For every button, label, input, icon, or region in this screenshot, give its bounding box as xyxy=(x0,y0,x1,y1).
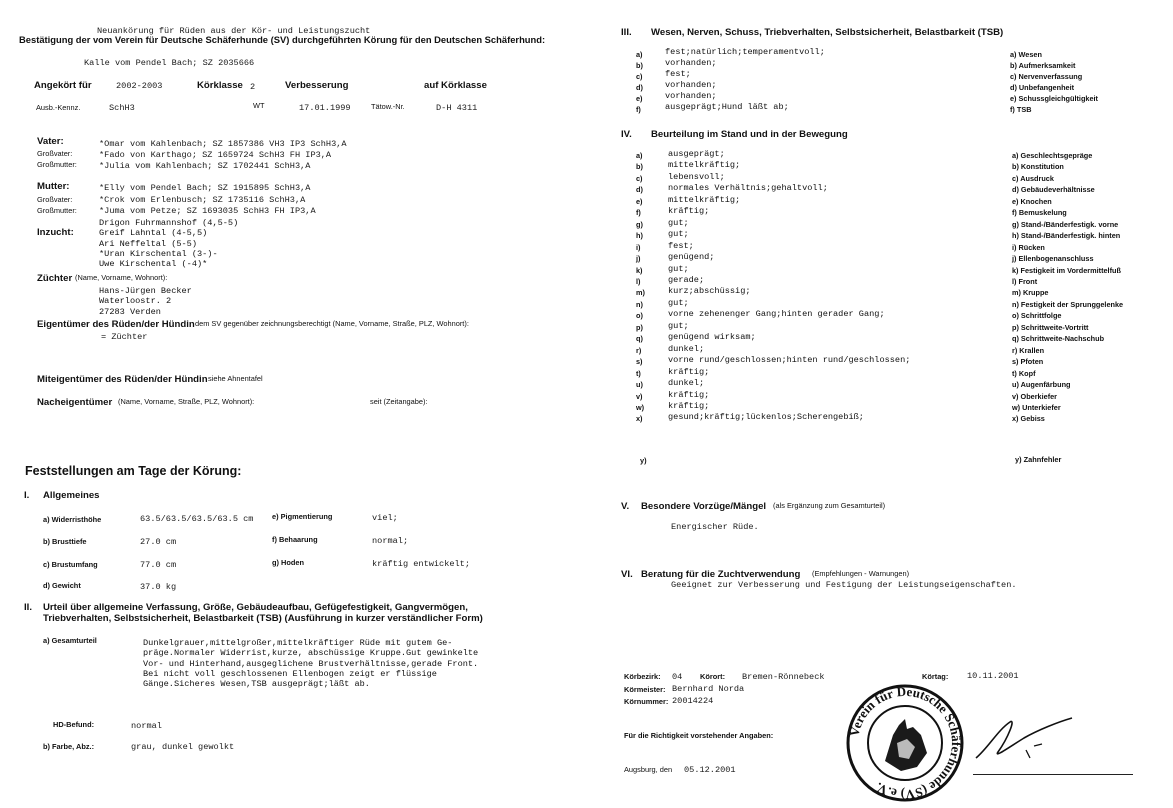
seal-text-arc: Verein für Deutsche Schäferhunde (SV) e.V. xyxy=(846,683,965,803)
letter: f) xyxy=(636,105,641,115)
vater-label: Vater: xyxy=(37,136,64,147)
grossmutter-value: *Julia vom Kahlenbach; SZ 1702441 SchH3,A xyxy=(99,161,311,171)
label: b) Aufmerksamkeit xyxy=(1010,61,1076,71)
label: d) Unbefangenheit xyxy=(1010,83,1075,93)
bezirk-value: 04 xyxy=(672,672,683,682)
value: kräftig; xyxy=(668,206,710,217)
section6-num: VI. xyxy=(621,569,633,580)
grossmutter-label: Großmutter: xyxy=(37,160,77,169)
label: d) Gebäudeverhältnisse xyxy=(1012,185,1095,195)
label: r) Krallen xyxy=(1012,345,1045,355)
inzucht-item: Ari Neffeltal (5-5) xyxy=(99,238,197,249)
letter: m) xyxy=(636,288,645,298)
inzucht-item: Greif Lahntal (4-5,5) xyxy=(99,228,208,239)
letter: i) xyxy=(636,242,641,252)
header-subtitle: Neuankörung für Rüden aus der Kör- und Leistungszucht xyxy=(97,26,371,36)
sv-seal-stamp xyxy=(845,683,965,803)
pigment-label: e) Pigmentierung xyxy=(272,512,333,521)
letter: x) xyxy=(636,414,643,424)
richtigkeit-label: Für die Richtigkeit vorstehender Angaben: xyxy=(624,731,774,740)
letter: q) xyxy=(636,334,643,344)
koerklasse-value: 2 xyxy=(250,82,256,92)
letter: c) xyxy=(636,173,643,183)
gesamt-line: Gänge.Sicheres Wesen,TSB ausgeprägt;läßt ab. xyxy=(143,679,370,690)
value: gut; xyxy=(668,229,689,240)
section3-letters xyxy=(636,49,643,116)
value: gut; xyxy=(668,263,689,274)
brustumfang-value: 77.0 cm xyxy=(140,560,177,570)
value: vorhanden; xyxy=(665,80,717,91)
hoden-label: g) Hoden xyxy=(272,558,305,567)
meister-label: Körmeister: xyxy=(624,685,666,694)
label: k) Festigkeit im Vordermittelfuß xyxy=(1012,265,1121,275)
hd-value: normal xyxy=(131,721,162,731)
letter: p) xyxy=(636,322,643,332)
value: kräftig; xyxy=(668,400,710,411)
letter: o) xyxy=(636,311,643,321)
wt-label: WT xyxy=(253,101,265,110)
farbe-value: grau, dunkel gewolkt xyxy=(131,742,235,752)
letter: f) xyxy=(636,208,641,218)
label: f) TSB xyxy=(1010,105,1032,115)
vater-value: *Omar vom Kahlenbach; SZ 1857386 VH3 IP3 SchH3,A xyxy=(99,139,347,149)
pigment-value: viel; xyxy=(372,513,398,523)
label: n) Festigkeit der Sprunggelenke xyxy=(1012,299,1124,309)
gesamt-line: präge.Normaler Widerrist,kurze, abschüssige Kruppe.Gut gewinkelte xyxy=(143,648,479,659)
section6-sub: (Empfehlungen - Warnungen) xyxy=(812,569,910,578)
co-owner-sublabel: siehe Ahnentafel xyxy=(208,374,263,383)
koerklasse-label: Körklasse xyxy=(197,80,243,91)
ausb-value: SchH3 xyxy=(109,103,135,113)
label: w) Unterkiefer xyxy=(1012,402,1061,412)
breeder-line: Hans-Jürgen Becker xyxy=(99,286,192,296)
label: f) Bemuskelung xyxy=(1012,208,1067,218)
section5-title: Besondere Vorzüge/Mängel xyxy=(641,501,767,512)
hoden-value: kräftig entwickelt; xyxy=(372,559,470,569)
letter: t) xyxy=(636,368,641,378)
owner-label: Eigentümer des Rüden/der Hündin xyxy=(37,319,195,330)
tag-value: 10.11.2001 xyxy=(967,671,1019,681)
gesamt-text xyxy=(143,638,478,689)
section6-value: Geeignet zur Verbesserung und Festigung der Leistungseigenschaften. xyxy=(671,580,1017,590)
owner-sublabel: dem SV gegenüber zeichnungsberechtigt (Name, Vorname, Straße, PLZ, Wohnort): xyxy=(195,319,469,328)
behaarung-label: f) Behaarung xyxy=(272,535,318,544)
label: c) Ausdruck xyxy=(1012,173,1054,183)
tag-label: Körtag: xyxy=(922,672,949,681)
inzucht-list xyxy=(99,218,238,269)
letter: c) xyxy=(636,72,643,82)
y-letter: y) xyxy=(640,456,647,465)
widerrist-label: a) Widerristhöhe xyxy=(43,515,102,524)
gesamt-line: Vor- und Hinterhand,ausgeglichene Brustverhältnisse,gerade Front. xyxy=(143,658,479,669)
letter: b) xyxy=(636,162,643,172)
bezirk-label: Körbezirk: xyxy=(624,672,661,681)
breeder-address xyxy=(99,286,192,317)
grossmutter-m-value: *Juma vom Petze; SZ 1693035 SchH3 FH IP3,A xyxy=(99,206,316,216)
letter: b) xyxy=(636,61,643,71)
section6-title: Beratung für die Zuchtverwendung xyxy=(641,569,801,580)
value: genügend; xyxy=(668,252,715,263)
section1-title: Allgemeines xyxy=(43,490,100,501)
breeder-label: Züchter xyxy=(37,273,73,284)
since-label: seit (Zeitangabe): xyxy=(370,397,428,406)
grossmutter-m-label: Großmutter: xyxy=(37,206,77,215)
section4-labels xyxy=(1012,150,1123,425)
value: gerade; xyxy=(668,274,705,285)
label: h) Stand-/Bänderfestigk. hinten xyxy=(1012,231,1121,241)
dog-name: Kalle vom Pendel Bach; SZ 2035666 xyxy=(84,58,255,68)
section3-labels xyxy=(1010,49,1098,116)
gewicht-label: d) Gewicht xyxy=(43,581,81,590)
section4-values xyxy=(668,149,910,424)
brusttiefe-value: 27.0 cm xyxy=(140,537,177,547)
letter: u) xyxy=(636,380,643,390)
label: a) Geschlechtsgepräge xyxy=(1012,151,1093,160)
brusttiefe-label: b) Brusttiefe xyxy=(43,537,87,546)
taetow-label: Tätow.-Nr. xyxy=(371,102,405,111)
grossvater-label: Großvater: xyxy=(37,149,73,158)
label: b) Konstitution xyxy=(1012,162,1064,172)
letter: d) xyxy=(636,185,643,195)
behaarung-value: normal; xyxy=(372,536,409,546)
gesamt-line: Dunkelgrauer,mittelgroßer,mittelkräftiger Rüde mit gutem Ge- xyxy=(143,638,453,648)
value: dunkel; xyxy=(668,378,705,389)
letter: j) xyxy=(636,254,641,264)
section3-num: III. xyxy=(621,27,632,38)
label: j) Ellenbogenanschluss xyxy=(1012,254,1094,264)
breeder-sublabel: (Name, Vorname, Wohnort): xyxy=(75,273,168,282)
value: mittelkräftig; xyxy=(668,160,741,171)
brustumfang-label: c) Brustumfang xyxy=(43,560,98,569)
letter: g) xyxy=(636,219,643,229)
label: a) Wesen xyxy=(1010,50,1042,59)
breeder-line: Waterloostr. 2 xyxy=(99,296,172,307)
label: m) Kruppe xyxy=(1012,288,1049,298)
ort-label: Körort: xyxy=(700,672,726,681)
letter: a) xyxy=(636,50,643,59)
inzucht-item: Drigon Fuhrmannshof (4,5-5) xyxy=(99,218,239,228)
letter: k) xyxy=(636,265,643,275)
value: normales Verhältnis;gehaltvoll; xyxy=(668,183,828,194)
label: c) Nervenverfassung xyxy=(1010,72,1083,82)
letter: l) xyxy=(636,276,641,286)
label: g) Stand-/Bänderfestigk. vorne xyxy=(1012,219,1119,229)
co-owner-label: Miteigentümer des Rüden/der Hündin xyxy=(37,374,208,385)
section2-title-line1: Urteil über allgemeine Verfassung, Größe, Gebäudeaufbau, Gefügefestigkeit, Gangvermögen, xyxy=(43,602,468,613)
grossvater-value: *Fado von Karthago; SZ 1659724 SchH3 FH IP3,A xyxy=(99,150,332,160)
letter: d) xyxy=(636,83,643,93)
ort-value: Bremen-Rönnebeck xyxy=(742,672,825,682)
signature-line xyxy=(973,774,1133,775)
grossvater-m-label: Großvater: xyxy=(37,195,73,204)
label: l) Front xyxy=(1012,276,1038,286)
place-label: Augsburg, den xyxy=(624,765,673,774)
value: ausgeprägt; xyxy=(668,149,725,159)
section4-letters xyxy=(636,150,645,425)
letter: e) xyxy=(636,94,643,104)
section3-values xyxy=(665,47,825,114)
value: ausgeprägt;Hund läßt ab; xyxy=(665,102,789,113)
label: o) Schrittfolge xyxy=(1012,311,1062,321)
label: i) Rücken xyxy=(1012,242,1045,252)
section5-sub: (als Ergänzung zum Gesamturteil) xyxy=(773,501,886,510)
value: fest; xyxy=(665,69,691,80)
letter: v) xyxy=(636,391,643,401)
value: gut; xyxy=(668,320,689,331)
signature-image xyxy=(968,708,1078,768)
letter: e) xyxy=(636,196,643,206)
angekoert-value: 2002-2003 xyxy=(116,81,163,91)
meister-value: Bernhard Norda xyxy=(672,684,745,694)
gesamt-label: a) Gesamturteil xyxy=(43,636,97,645)
value: fest;natürlich;temperamentvoll; xyxy=(665,47,825,57)
inzucht-item: Uwe Kirschental (-4)* xyxy=(99,259,208,270)
ausb-label: Ausb.-Kennz. xyxy=(36,103,81,112)
value: gut; xyxy=(668,217,689,228)
letter: h) xyxy=(636,231,643,241)
value: kurz;abschüssig; xyxy=(668,286,751,297)
farbe-label: b) Farbe, Abz.: xyxy=(43,742,95,751)
mutter-label: Mutter: xyxy=(37,181,70,192)
label: u) Augenfärbung xyxy=(1012,380,1071,390)
section4-num: IV. xyxy=(621,129,632,140)
inzucht-label: Inzucht: xyxy=(37,227,74,238)
value: kräftig; xyxy=(668,389,710,400)
place-date: 05.12.2001 xyxy=(684,765,736,775)
page-title: Bestätigung der vom Verein für Deutsche Schäferhunde (SV) durchgeführten Körung für den Deutschen Schäferhund: xyxy=(19,34,546,45)
section2-num: II. xyxy=(24,602,32,613)
breeder-line: 27283 Verden xyxy=(99,306,161,317)
findings-title: Feststellungen am Tage der Körung: xyxy=(25,464,242,478)
value: vorhanden; xyxy=(665,91,717,102)
letter: n) xyxy=(636,299,643,309)
value: lebensvoll; xyxy=(668,171,725,182)
y-label: y) Zahnfehler xyxy=(1015,455,1062,464)
value: vorhanden; xyxy=(665,58,717,69)
nummer-label: Körnummer: xyxy=(624,697,669,706)
letter: s) xyxy=(636,357,643,367)
widerrist-value: 63.5/63.5/63.5/63.5 cm xyxy=(140,514,254,524)
value: mittelkräftig; xyxy=(668,194,741,205)
section4-title: Beurteilung im Stand und in der Bewegung xyxy=(651,129,848,140)
value: dunkel; xyxy=(668,343,705,354)
letter: w) xyxy=(636,402,645,412)
section5-value: Energischer Rüde. xyxy=(671,522,759,532)
hd-label: HD-Befund: xyxy=(53,720,95,729)
section1-num: I. xyxy=(24,490,30,501)
value: kräftig; xyxy=(668,366,710,377)
wt-value: 17.01.1999 xyxy=(299,103,351,113)
value: gesund;kräftig;lückenlos;Scherengebiß; xyxy=(668,412,864,423)
owner-value: = Züchter xyxy=(101,332,148,342)
section5-num: V. xyxy=(621,501,630,512)
label: x) Gebiss xyxy=(1012,414,1045,424)
inzucht-item: *Uran Kirschental (3-)- xyxy=(99,248,218,259)
value: fest; xyxy=(668,240,694,251)
value: gut; xyxy=(668,297,689,308)
verbesserung-label: Verbesserung xyxy=(285,80,349,91)
angekoert-label: Angekört für xyxy=(34,80,92,91)
label: t) Kopf xyxy=(1012,368,1036,378)
section3-title: Wesen, Nerven, Schuss, Triebverhalten, Selbstsicherheit, Belastbarkeit (TSB) xyxy=(651,27,1004,38)
label: s) Pfoten xyxy=(1012,357,1044,367)
nummer-value: 20014224 xyxy=(672,696,714,706)
letter: r) xyxy=(636,345,642,355)
label: v) Oberkiefer xyxy=(1012,391,1058,401)
next-owner-label: Nacheigentümer xyxy=(37,397,113,408)
value: vorne rund/geschlossen;hinten rund/geschlossen; xyxy=(668,355,911,366)
gesamt-line: Bei nicht voll geschlossenen Ellenbogen zeigt er flüssige xyxy=(143,668,437,679)
mutter-value: *Elly vom Pendel Bach; SZ 1915895 SchH3,A xyxy=(99,183,311,193)
section2-title-line2: Triebverhalten, Selbstsicherheit, Belastbarkeit (TSB) (Ausführung in kurzer verständlicher Form) xyxy=(43,613,483,624)
next-owner-sublabel: (Name, Vorname, Straße, PLZ, Wohnort): xyxy=(118,397,255,406)
letter: a) xyxy=(636,151,643,160)
label: p) Schrittweite-Vortritt xyxy=(1012,322,1089,332)
taetow-value: D-H 4311 xyxy=(436,103,478,113)
grossvater-m-value: *Crok vom Erlenbusch; SZ 1735116 SchH3,A xyxy=(99,195,306,205)
gewicht-value: 37.0 kg xyxy=(140,582,177,592)
auf-koerklasse-label: auf Körklasse xyxy=(424,80,487,91)
label: e) Knochen xyxy=(1012,196,1052,206)
label: q) Schrittweite-Nachschub xyxy=(1012,334,1105,344)
label: e) Schussgleichgültigkeit xyxy=(1010,94,1098,104)
value: vorne zehenenger Gang;hinten gerader Gang; xyxy=(668,309,885,320)
value: genügend wirksam; xyxy=(668,332,756,343)
